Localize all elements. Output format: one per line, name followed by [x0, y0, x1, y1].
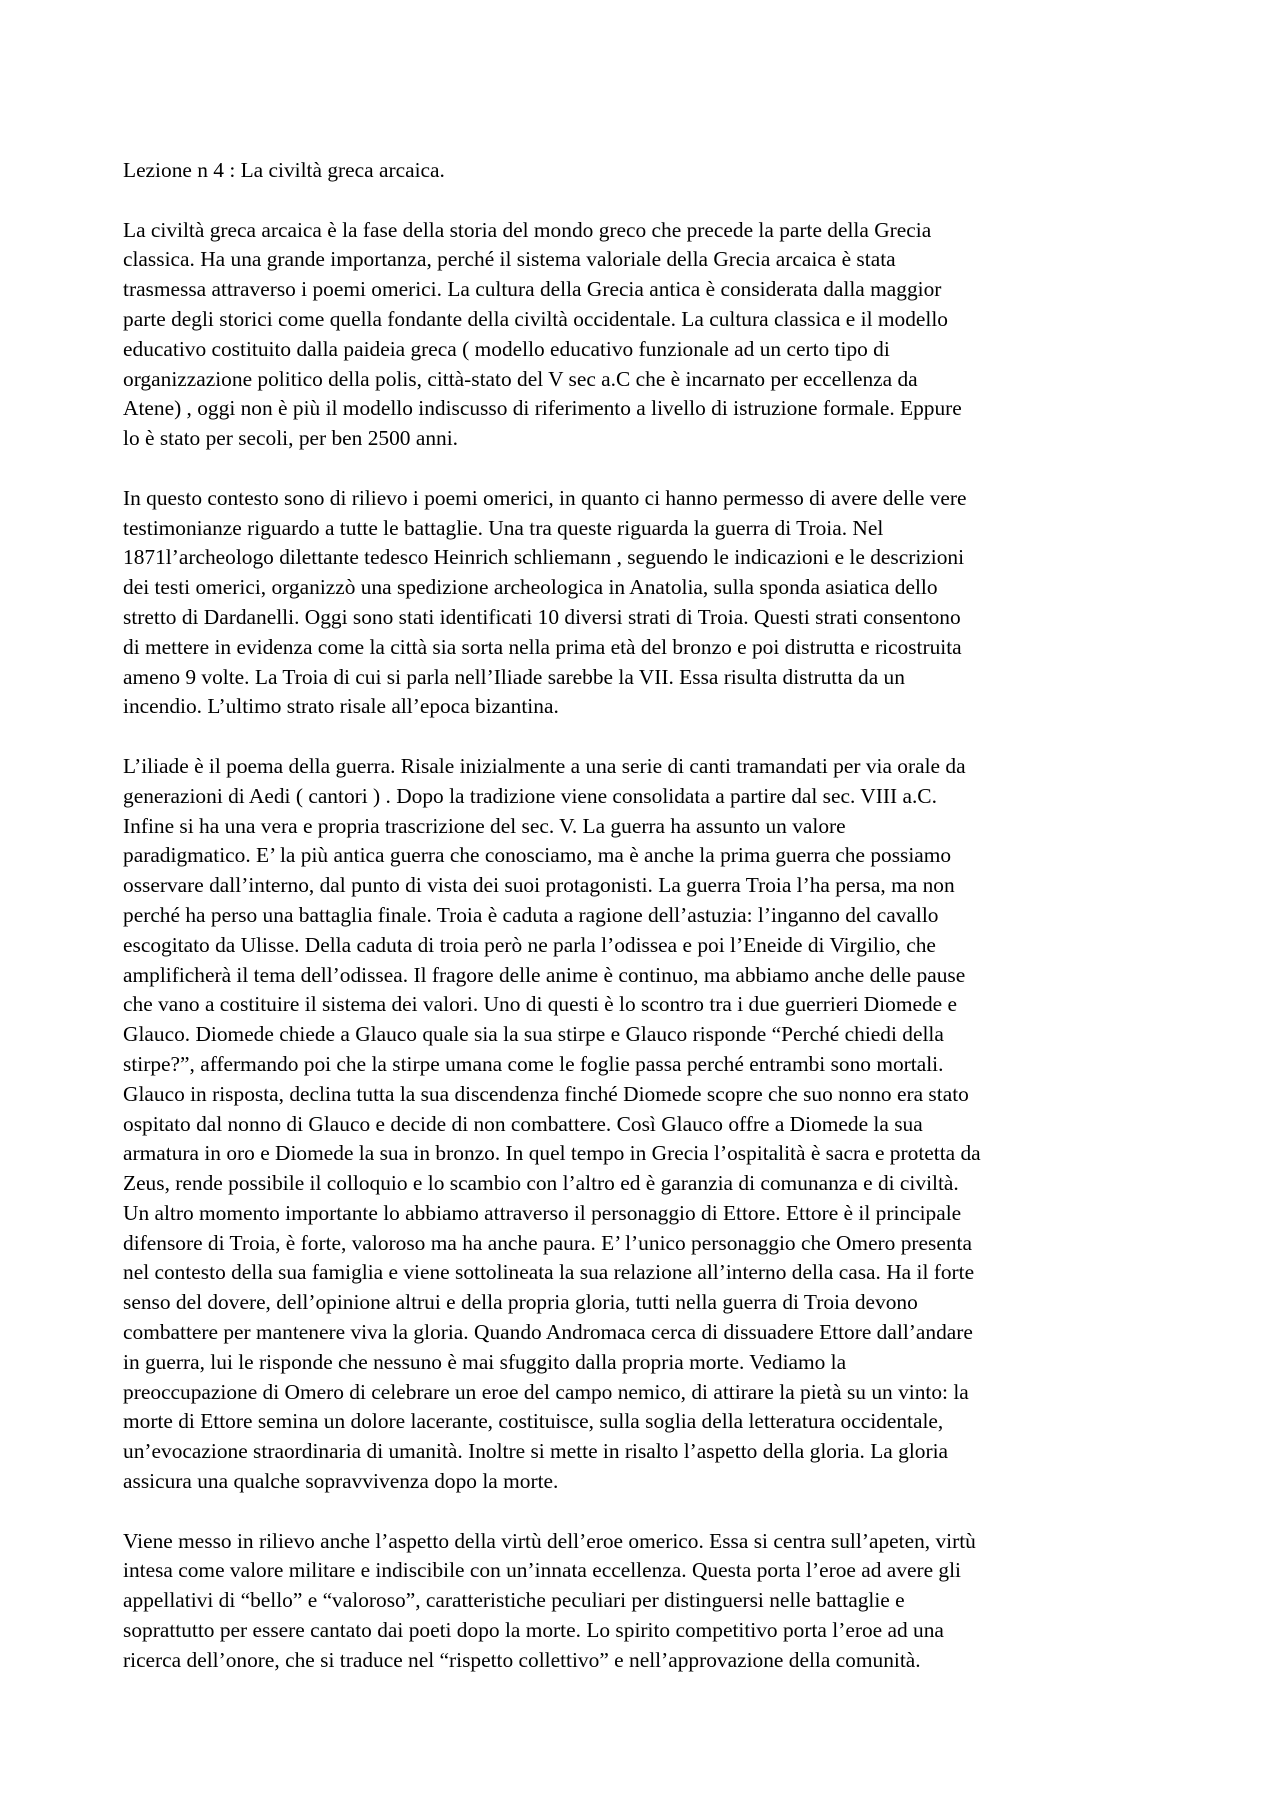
text-line: escogitato da Ulisse. Della caduta di troia però ne parla l’odissea e poi l’Eneide di Virgilio, che	[123, 932, 936, 957]
text-line: stretto di Dardanelli. Oggi sono stati identificati 10 diversi strati di Troia. Questi strati consentono	[123, 604, 961, 629]
text-line: organizzazione politico della polis, città-stato del V sec a.C che è incarnato per eccellenza da	[123, 366, 918, 391]
text-line: L’iliade è il poema della guerra. Risale inizialmente a una serie di canti tramandati per via orale da	[123, 753, 966, 778]
text-line: parte degli storici come quella fondante della civiltà occidentale. La cultura classica e il modello	[123, 306, 948, 331]
text-line: amplificherà il tema dell’odissea. Il fragore delle anime è continuo, ma abbiamo anche delle pause	[123, 962, 966, 987]
text-line: preoccupazione di Omero di celebrare un eroe del campo nemico, di attirare la pietà su un vinto: la	[123, 1379, 969, 1404]
text-line: testimonianze riguardo a tutte le battaglie. Una tra queste riguarda la guerra di Troia. Nel	[123, 515, 884, 540]
text-line: ospitato dal nonno di Glauco e decide di non combattere. Così Glauco offre a Diomede la sua	[123, 1111, 923, 1136]
text-line: Infine si ha una vera e propria trascrizione del sec. V. La guerra ha assunto un valore	[123, 813, 846, 838]
paragraph-3	[123, 752, 1173, 1497]
text-line: Glauco in risposta, declina tutta la sua discendenza finché Diomede scopre che suo nonno era stato	[123, 1081, 969, 1106]
text-line: che vano a costituire il sistema dei valori. Uno di questi è lo scontro tra i due guerrieri Diomede e	[123, 992, 957, 1017]
paragraph-gap	[123, 186, 1173, 216]
text-line: armatura in oro e Diomede la sua in bronzo. In quel tempo in Grecia l’ospitalità è sacra e protetta da	[123, 1141, 981, 1166]
text-line: trasmessa attraverso i poemi omerici. La cultura della Grecia antica è considerata dalla maggior	[123, 277, 942, 302]
text-line: Viene messo in rilievo anche l’aspetto della virtù dell’eroe omerico. Essa si centra sull’apeten, virtù	[123, 1528, 976, 1553]
text-line: ricerca dell’onore, che si traduce nel “rispetto collettivo” e nell’approvazione della comunità.	[123, 1647, 921, 1672]
paragraph-gap	[123, 454, 1173, 484]
paragraph-1	[123, 216, 1173, 454]
text-line: In questo contesto sono di rilievo i poemi omerici, in quanto ci hanno permesso di avere delle vere	[123, 485, 967, 510]
text-line: difensore di Troia, è forte, valoroso ma ha anche paura. E’ l’unico personaggio che Omero presenta	[123, 1230, 972, 1255]
text-line: appellativi di “bello” e “valoroso”, caratteristiche peculiari per distinguersi nelle battaglie e	[123, 1588, 905, 1613]
text-line: 1871l’archeologo dilettante tedesco Heinrich schliemann , seguendo le indicazioni e le descrizioni	[123, 545, 965, 570]
text-line: Zeus, rende possibile il colloquio e lo scambio con l’altro ed è garanzia di comunanza e di civiltà.	[123, 1171, 959, 1196]
text-line: intesa come valore militare e indiscibile con un’innata eccellenza. Questa porta l’eroe ad avere gli	[123, 1558, 962, 1583]
paragraph-gap	[123, 722, 1173, 752]
text-line: Atene) , oggi non è più il modello indiscusso di riferimento a livello di istruzione formale. Eppure	[123, 396, 962, 421]
text-line: senso del dovere, dell’opinione altrui e della propria gloria, tutti nella guerra di Troia devono	[123, 1290, 918, 1315]
document-body	[123, 156, 1173, 1676]
text-line: un’evocazione straordinaria di umanità. Inoltre si mette in risalto l’aspetto della gloria. La gloria	[123, 1439, 949, 1464]
text-line: paradigmatico. E’ la più antica guerra che conosciamo, ma è anche la prima guerra che possiamo	[123, 843, 952, 868]
text-line: classica. Ha una grande importanza, perché il sistema valoriale della Grecia arcaica è stata	[123, 247, 896, 272]
text-line: generazioni di Aedi ( cantori ) . Dopo la tradizione viene consolidata a partire dal sec. VIII a.C.	[123, 783, 937, 808]
text-line: lo è stato per secoli, per ben 2500 anni.	[123, 426, 459, 451]
paragraph-gap	[123, 1497, 1173, 1527]
text-line: perché ha perso una battaglia finale. Troia è caduta a ragione dell’astuzia: l’inganno del cavallo	[123, 902, 939, 927]
text-line: di mettere in evidenza come la città sia sorta nella prima età del bronzo e poi distrutta e ricostruita	[123, 634, 962, 659]
text-line: educativo costituito dalla paideia greca ( modello educativo funzionale ad un certo tipo di	[123, 336, 890, 361]
text-line: stirpe?”, affermando poi che la stirpe umana come le foglie passa perché entrambi sono mortali.	[123, 1051, 944, 1076]
text-line: in guerra, lui le risponde che nessuno è mai sfuggito dalla propria morte. Vediamo la	[123, 1349, 847, 1374]
text-line: nel contesto della sua famiglia e viene sottolineata la sua relazione all’interno della casa. Ha il forte	[123, 1260, 975, 1285]
text-line: soprattutto per essere cantato dai poeti dopo la morte. Lo spirito competitivo porta l’eroe ad una	[123, 1618, 944, 1643]
text-line: dei testi omerici, organizzò una spedizione archeologica in Anatolia, sulla sponda asiatica dello	[123, 575, 938, 600]
text-line: incendio. L’ultimo strato risale all’epoca bizantina.	[123, 694, 559, 719]
text-line: Un altro momento importante lo abbiamo attraverso il personaggio di Ettore. Ettore è il principale	[123, 1200, 962, 1225]
document-title: Lezione n 4 : La civiltà greca arcaica.	[123, 158, 445, 182]
text-line: Glauco. Diomede chiede a Glauco quale sia la sua stirpe e Glauco risponde “Perché chiedi della	[123, 1022, 944, 1047]
text-line: combattere per mantenere viva la gloria. Quando Andromaca cerca di dissuadere Ettore dall’andare	[123, 1320, 973, 1345]
text-line: osservare dall’interno, dal punto di vista dei suoi protagonisti. La guerra Troia l’ha persa, ma non	[123, 873, 955, 898]
text-line: ameno 9 volte. La Troia di cui si parla nell’Iliade sarebbe la VII. Essa risulta distrutta da un	[123, 664, 905, 689]
text-line: La civiltà greca arcaica è la fase della storia del mondo greco che precede la parte della Grecia	[123, 217, 932, 242]
text-line: morte di Ettore semina un dolore lacerante, costituisce, sulla soglia della letteratura occidentale,	[123, 1409, 944, 1434]
paragraph-2	[123, 484, 1173, 722]
paragraph-4	[123, 1527, 1173, 1676]
text-line: assicura una qualche sopravvivenza dopo la morte.	[123, 1469, 559, 1494]
